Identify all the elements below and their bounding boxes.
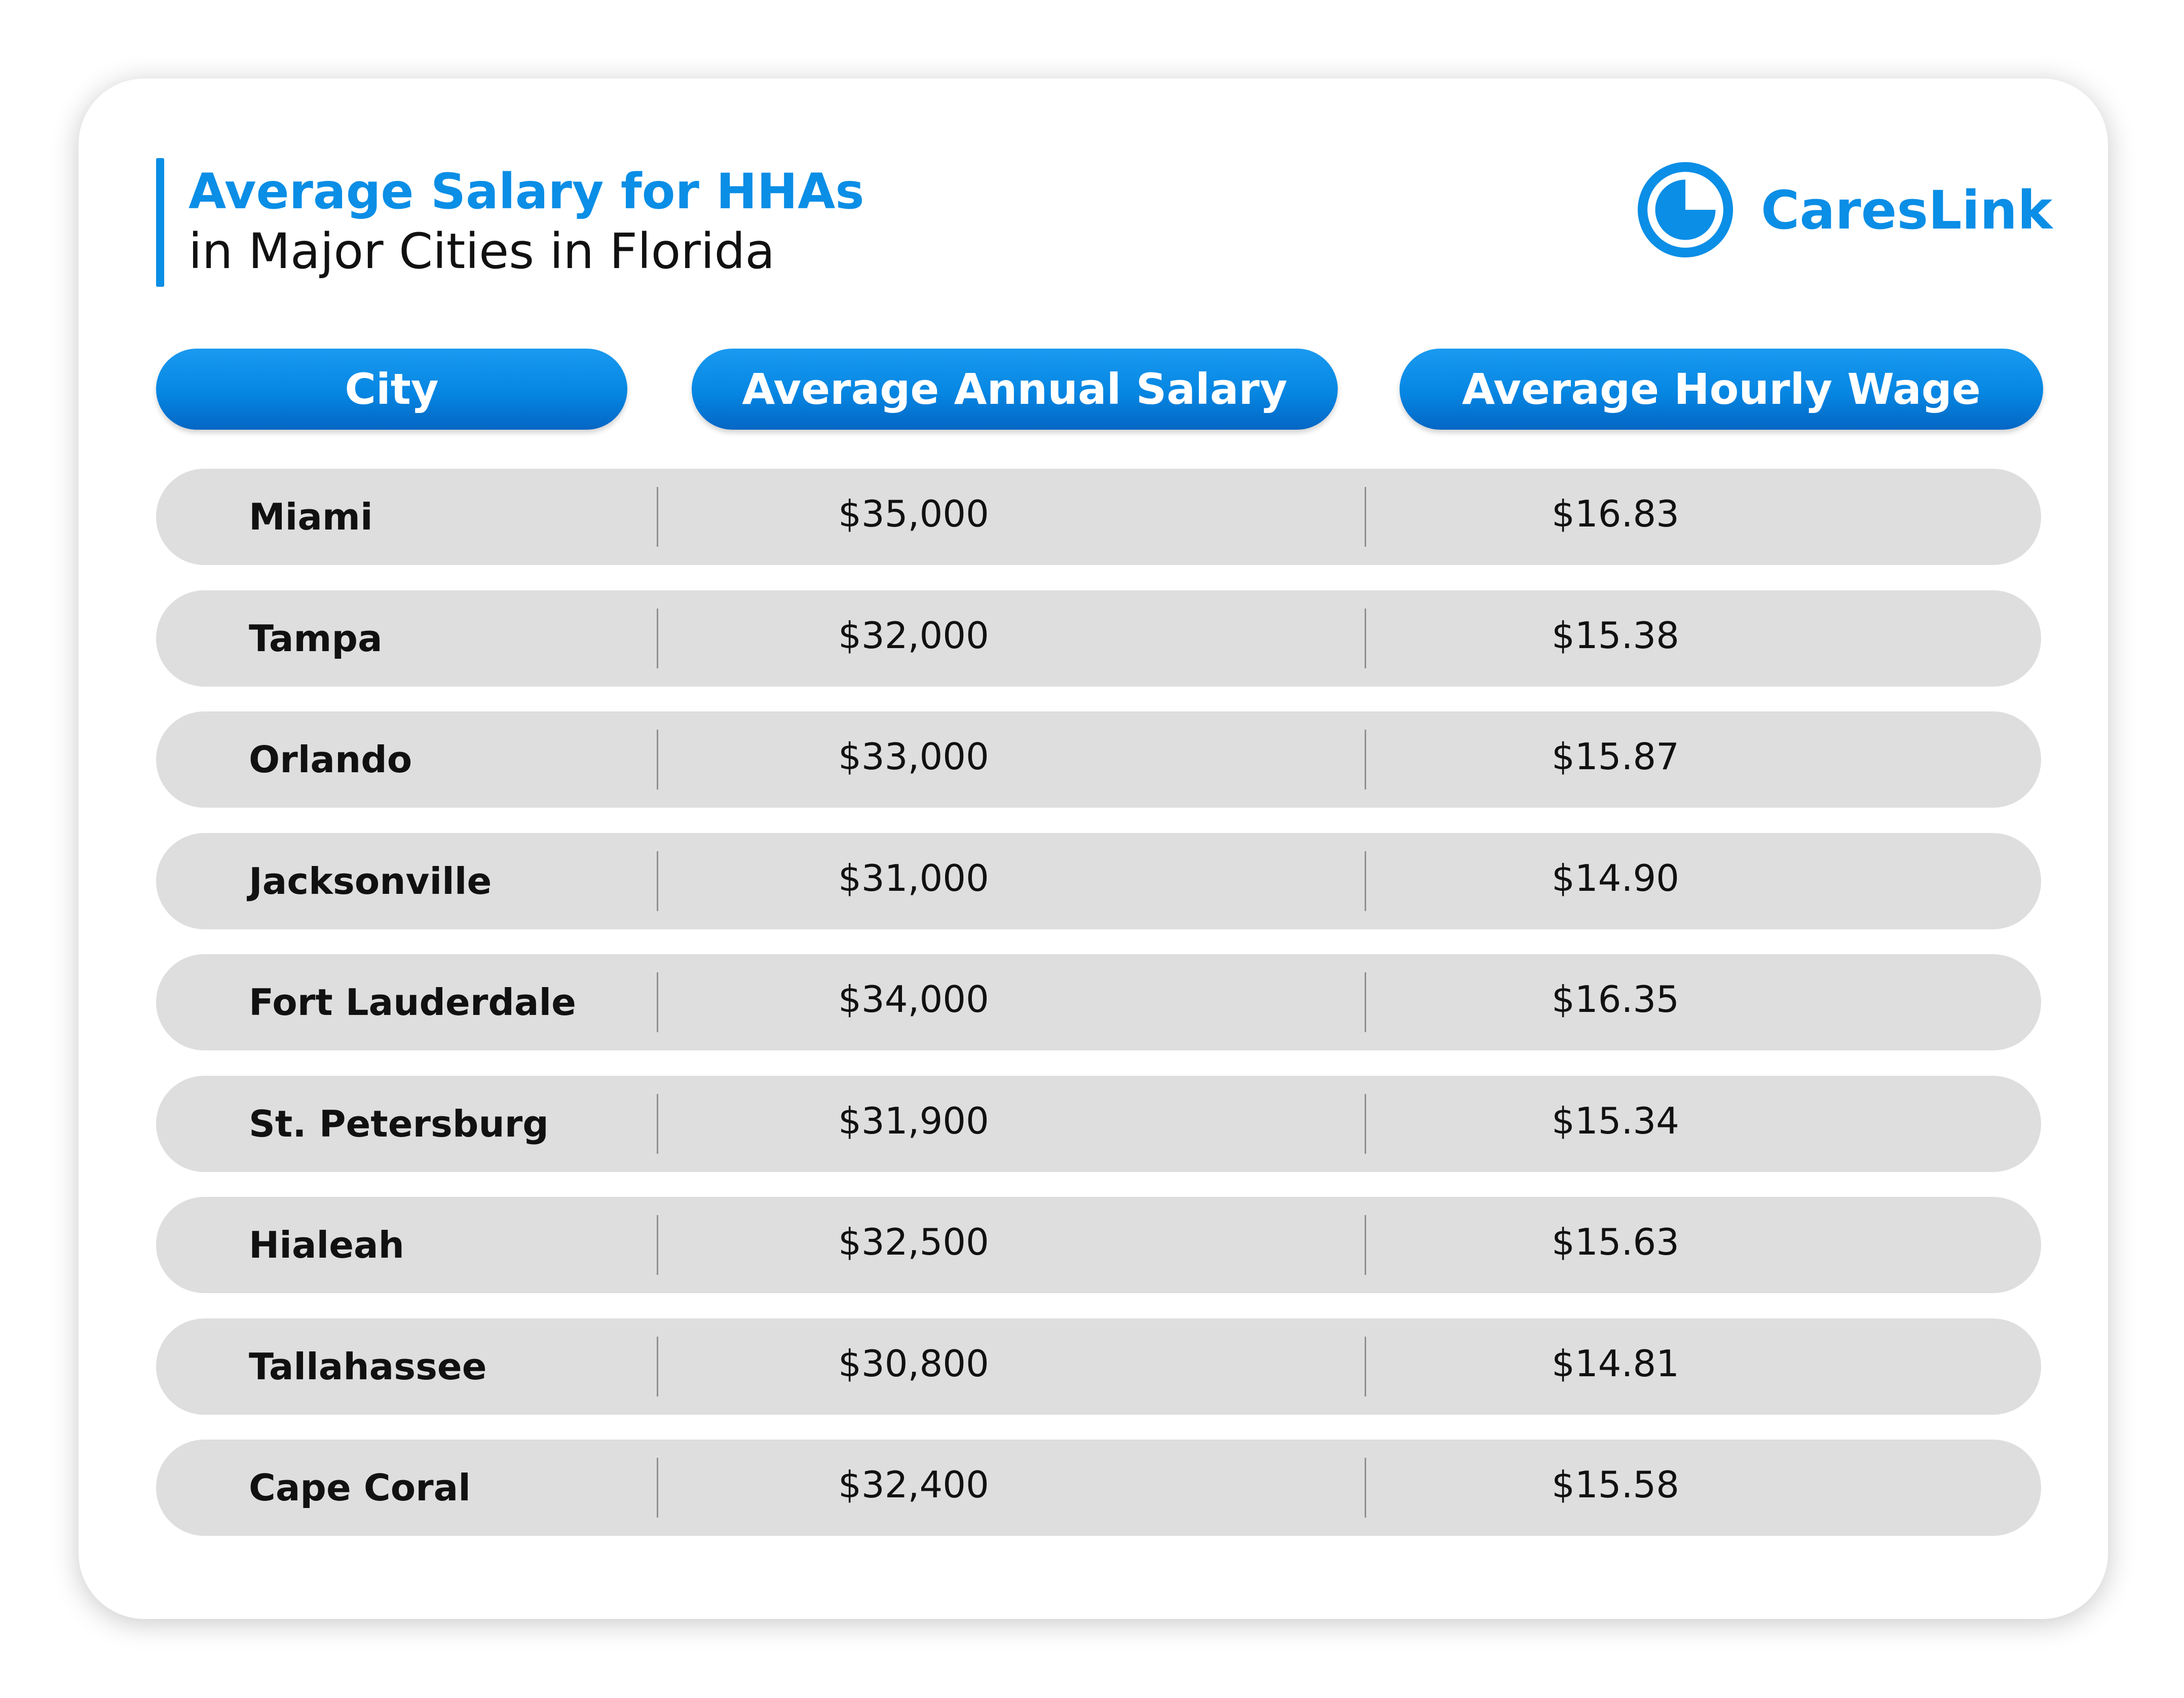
table-row <box>156 590 2041 687</box>
cell-annual-salary: $32,000 <box>838 614 989 657</box>
table-row <box>156 1440 2041 1536</box>
cell-city: Tampa <box>249 617 383 660</box>
cell-city: Hialeah <box>249 1224 404 1266</box>
table-row <box>156 1318 2041 1415</box>
column-header-hourly-wage: Average Hourly Wage <box>1400 349 2043 430</box>
cell-city: Orlando <box>249 738 412 781</box>
cell-hourly-wage: $16.35 <box>1552 978 1679 1021</box>
cell-city: Jacksonville <box>249 860 492 902</box>
cell-hourly-wage: $15.87 <box>1552 735 1679 778</box>
cell-annual-salary: $32,500 <box>838 1221 989 1263</box>
table-row <box>156 711 2041 808</box>
cell-annual-salary: $31,000 <box>838 857 989 899</box>
cell-annual-salary: $35,000 <box>838 493 989 535</box>
table-row <box>156 1197 2041 1293</box>
cell-annual-salary: $30,800 <box>838 1342 989 1385</box>
column-header-annual-salary: Average Annual Salary <box>692 349 1338 430</box>
cell-hourly-wage: $15.38 <box>1552 614 1679 657</box>
title-accent-bar <box>156 158 164 287</box>
table-row <box>156 469 2041 565</box>
cell-hourly-wage: $14.81 <box>1552 1342 1679 1385</box>
cell-city: Cape Coral <box>249 1466 471 1509</box>
cell-hourly-wage: $15.58 <box>1552 1463 1679 1506</box>
careslink-logo-icon <box>1637 161 1734 258</box>
cell-annual-salary: $31,900 <box>838 1100 989 1142</box>
column-header-city: City <box>156 349 627 430</box>
cell-city: Miami <box>249 496 373 538</box>
cell-city: St. Petersburg <box>249 1103 549 1145</box>
cell-hourly-wage: $15.63 <box>1552 1221 1679 1263</box>
page-subtitle: in Major Cities in Florida <box>189 223 775 280</box>
brand-name: CaresLink <box>1761 179 2053 241</box>
cell-annual-salary: $34,000 <box>838 978 989 1021</box>
table-row <box>156 1076 2041 1172</box>
cell-annual-salary: $32,400 <box>838 1463 989 1506</box>
cell-annual-salary: $33,000 <box>838 735 989 778</box>
table-row <box>156 833 2041 929</box>
cell-hourly-wage: $15.34 <box>1552 1100 1679 1142</box>
cell-city: Fort Lauderdale <box>249 981 576 1024</box>
table-row <box>156 954 2041 1050</box>
page-title: Average Salary for HHAs <box>189 163 864 220</box>
cell-hourly-wage: $16.83 <box>1552 493 1679 535</box>
cell-city: Tallahassee <box>249 1345 487 1388</box>
cell-hourly-wage: $14.90 <box>1552 857 1679 899</box>
